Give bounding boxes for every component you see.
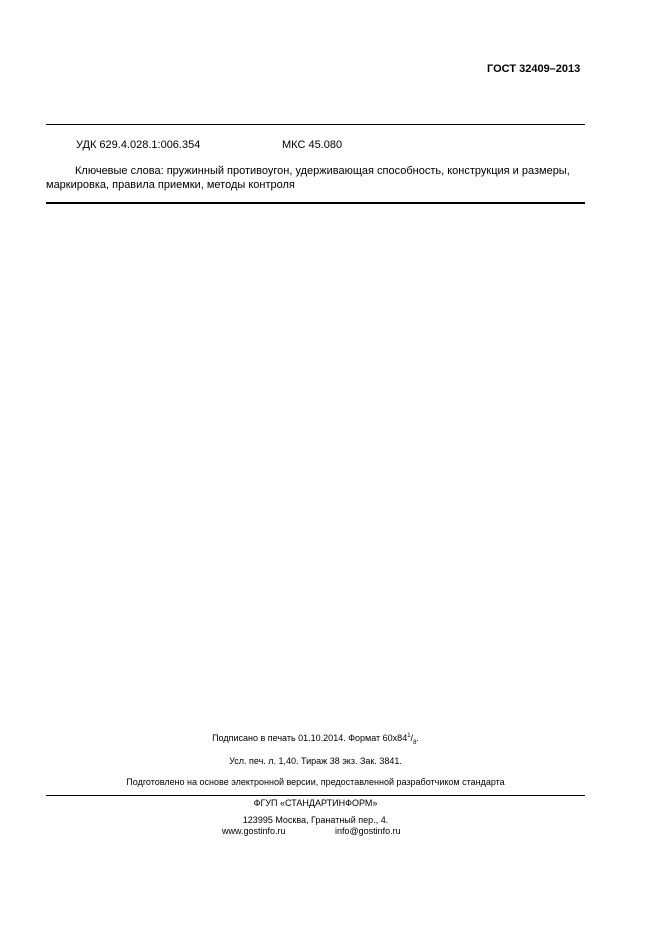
standard-code: ГОСТ 32409–2013 — [487, 63, 581, 75]
udk-code: УДК 629.4.028.1:006.354 — [76, 139, 201, 151]
keywords-paragraph: Ключевые слова: пружинный противоугон, удерживающая способность, конструкция и размеры, маркировка, правила приемки, методы контроля — [46, 165, 570, 191]
format-separator: / — [410, 733, 414, 743]
format-subscript: 8 — [413, 739, 417, 746]
print-details-line: Усл. печ. л. 1,40. Тираж 38 экз. Зак. 3841. — [229, 756, 402, 766]
prepared-note: Подготовлено на основе электронной версии, предоставленной разработчиком стандарта — [126, 777, 505, 787]
top-divider — [46, 124, 585, 125]
publisher-divider — [46, 795, 585, 796]
publisher-address: 123995 Москва, Гранатный пер., 4. — [242, 815, 389, 825]
signed-for-print-line — [46, 733, 585, 746]
format-superscript: 1 — [407, 733, 411, 739]
email-link[interactable]: info@gostinfo.ru — [335, 826, 401, 836]
keywords-divider — [46, 202, 585, 204]
format-end: . — [416, 733, 419, 743]
mks-code: МКС 45.080 — [282, 139, 343, 151]
publisher-name: ФГУП «СТАНДАРТИНФОРМ» — [253, 798, 378, 808]
signed-prefix: Подписано в печать 01.10.2014. Формат 60x84 — [212, 733, 408, 743]
website-link[interactable]: www.gostinfo.ru — [222, 826, 286, 836]
